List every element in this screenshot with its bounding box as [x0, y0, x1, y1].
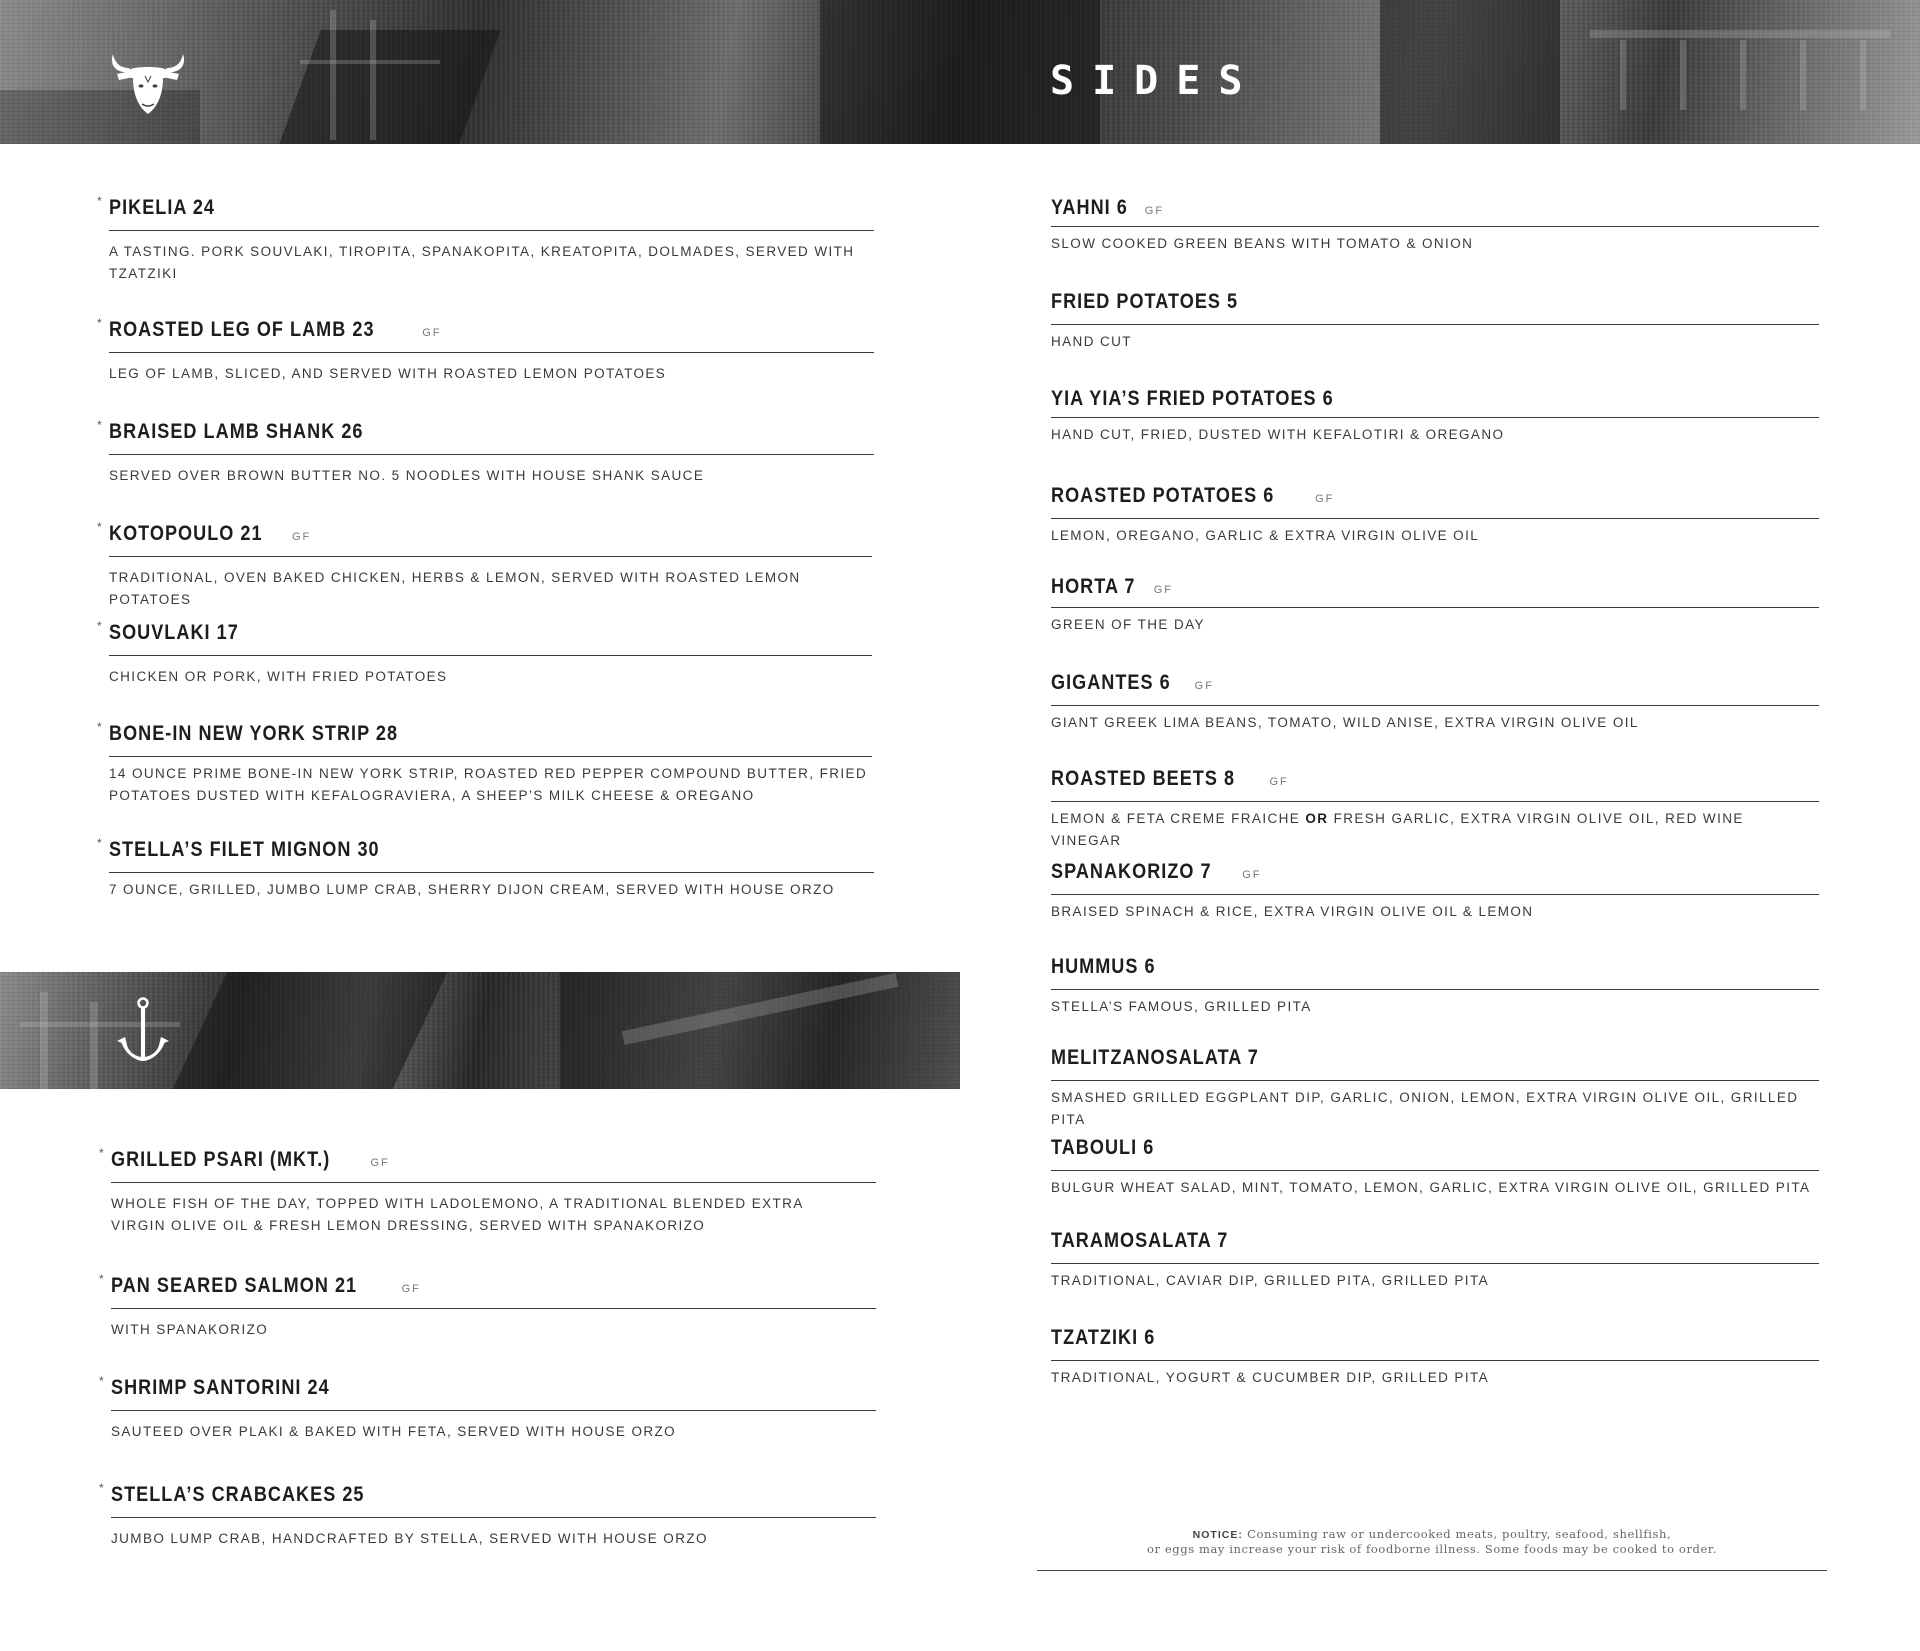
menu-item: * KOTOPOULO 21 GF TRADITIONAL, OVEN BAKED CHICKEN, HERBS & LEMON, SERVED WITH ROASTED LEMON POTATOES [109, 522, 872, 611]
item-name: SOUVLAKI 17 [109, 621, 239, 644]
item-description: GIANT GREEK LIMA BEANS, TOMATO, WILD ANISE, EXTRA VIRGIN OLIVE OIL [1051, 715, 1639, 730]
gluten-free-tag: GF [1269, 776, 1289, 788]
side-item [1051, 387, 1819, 446]
item-name: ROASTED BEETS 8 [1051, 767, 1236, 790]
menu-item: * PIKELIA 24 A TASTING. PORK SOUVLAKI, TIROPITA, SPANAKOPITA, KREATOPITA, DOLMADES, SERVED WITH TZATZIKI [109, 196, 874, 285]
menu-item: * ROASTED LEG OF LAMB 23 GF LEG OF LAMB, SLICED, AND SERVED WITH ROASTED LEMON POTATOES [109, 318, 874, 385]
side-item [1051, 196, 1819, 255]
item-name: YAHNI 6 [1051, 196, 1128, 219]
side-item [1051, 484, 1819, 547]
item-description: SLOW COOKED GREEN BEANS WITH TOMATO & ONION [1051, 236, 1474, 251]
item-description: WHOLE FISH OF THE DAY, TOPPED WITH LADOLEMONO, A TRADITIONAL BLENDED EXTRA VIRGIN OLIVE OIL & FRESH LEMON DRESSING, SERVED WITH SPANAKORIZO [111, 1196, 803, 1233]
gluten-free-tag: GF [422, 327, 442, 339]
item-name: GIGANTES 6 [1051, 671, 1171, 694]
menu-item: * BONE-IN NEW YORK STRIP 28 14 OUNCE PRIME BONE-IN NEW YORK STRIP, ROASTED RED PEPPER COMPOUND BUTTER, FRIED POTATOES DUSTED WITH KEFALOGRAVIERA, A SHEEP’S MILK CHEESE & OREGANO [109, 722, 872, 807]
item-description: SAUTEED OVER PLAKI & BAKED WITH FETA, SERVED WITH HOUSE ORZO [111, 1424, 677, 1439]
item-name: BONE-IN NEW YORK STRIP 28 [109, 722, 399, 745]
item-name: SPANAKORIZO 7 [1051, 860, 1212, 883]
item-description: BULGUR WHEAT SALAD, MINT, TOMATO, LEMON, GARLIC, EXTRA VIRGIN OLIVE OIL, GRILLED PITA [1051, 1180, 1811, 1195]
header-photo-banner [0, 0, 1920, 144]
gluten-free-tag: GF [1242, 869, 1262, 881]
item-description: TRADITIONAL, YOGURT & CUCUMBER DIP, GRILLED PITA [1051, 1370, 1490, 1385]
menu-item: * BRAISED LAMB SHANK 26 SERVED OVER BROWN BUTTER NO. 5 NOODLES WITH HOUSE SHANK SAUCE [109, 420, 874, 487]
item-description: STELLA’S FAMOUS, GRILLED PITA [1051, 999, 1312, 1014]
seafood-photo-banner [0, 972, 960, 1089]
gluten-free-tag: GF [1144, 205, 1165, 217]
item-description: LEG OF LAMB, SLICED, AND SERVED WITH ROASTED LEMON POTATOES [109, 366, 667, 381]
item-description: LEMON, OREGANO, GARLIC & EXTRA VIRGIN OLIVE OIL [1051, 528, 1480, 543]
side-item [1051, 955, 1819, 1018]
item-description: BRAISED SPINACH & RICE, EXTRA VIRGIN OLIVE OIL & LEMON [1051, 904, 1534, 919]
menu-item: * PAN SEARED SALMON 21 GF WITH SPANAKORIZO [111, 1274, 876, 1341]
gluten-free-tag: GF [1194, 680, 1214, 692]
item-description: HAND CUT [1051, 334, 1132, 349]
item-name: HUMMUS 6 [1051, 955, 1156, 978]
side-item [1051, 671, 1819, 734]
item-name: BRAISED LAMB SHANK 26 [109, 420, 364, 443]
side-item [1051, 1229, 1819, 1292]
item-description: A TASTING. PORK SOUVLAKI, TIROPITA, SPANAKOPITA, KREATOPITA, DOLMADES, SERVED WITH TZATZIKI [109, 244, 855, 281]
menu-item: * GRILLED PSARI (MKT.) GF WHOLE FISH OF THE DAY, TOPPED WITH LADOLEMONO, A TRADITIONAL BLENDED EXTRA VIRGIN OLIVE OIL & FRESH LEMON DRESSING, SERVED WITH SPANAKORIZO [111, 1148, 876, 1237]
item-description: 14 OUNCE PRIME BONE-IN NEW YORK STRIP, ROASTED RED PEPPER COMPOUND BUTTER, FRIED POTATOES DUSTED WITH KEFALOGRAVIERA, A SHEEP’S MILK CHEESE & OREGANO [109, 766, 868, 803]
notice-line-1: Consuming raw or undercooked meats, poultry, seafood, shellfish, [1247, 1527, 1672, 1541]
item-name: TABOULI 6 [1051, 1136, 1155, 1159]
side-item [1051, 1136, 1819, 1199]
gluten-free-tag: GF [370, 1157, 390, 1169]
item-description: SMASHED GRILLED EGGPLANT DIP, GARLIC, ONION, LEMON, EXTRA VIRGIN OLIVE OIL, GRILLED PITA [1051, 1090, 1799, 1127]
item-description: TRADITIONAL, OVEN BAKED CHICKEN, HERBS & LEMON, SERVED WITH ROASTED LEMON POTATOES [109, 570, 801, 607]
item-name: TARAMOSALATA 7 [1051, 1229, 1229, 1252]
side-item [1051, 575, 1819, 636]
item-name: SHRIMP SANTORINI 24 [111, 1376, 330, 1399]
item-description: CHICKEN OR PORK, WITH FRIED POTATOES [109, 669, 448, 684]
side-item [1051, 1326, 1819, 1389]
item-description: HAND CUT, FRIED, DUSTED WITH KEFALOTIRI & OREGANO [1051, 427, 1505, 442]
item-name: STELLA’S FILET MIGNON 30 [109, 838, 380, 861]
item-description: 7 OUNCE, GRILLED, JUMBO LUMP CRAB, SHERRY DIJON CREAM, SERVED WITH HOUSE ORZO [109, 882, 835, 897]
item-name: KOTOPOULO 21 [109, 522, 263, 545]
item-description: WITH SPANAKORIZO [111, 1322, 269, 1337]
anchor-icon [115, 997, 175, 1067]
notice-line-2: or eggs may increase your risk of foodborne illness. Some foods may be cooked to order. [1147, 1542, 1717, 1556]
gluten-free-tag: GF [1153, 584, 1173, 596]
side-item [1051, 290, 1819, 353]
menu-item: * SHRIMP SANTORINI 24 SAUTEED OVER PLAKI & BAKED WITH FETA, SERVED WITH HOUSE ORZO [111, 1376, 876, 1443]
sides-heading: SIDES [1050, 58, 1261, 104]
notice-divider [1037, 1570, 1827, 1571]
menu-item: * SOUVLAKI 17 CHICKEN OR PORK, WITH FRIED POTATOES [109, 621, 872, 688]
item-description: SERVED OVER BROWN BUTTER NO. 5 NOODLES WITH HOUSE SHANK SAUCE [109, 468, 705, 483]
gluten-free-tag: GF [292, 531, 312, 543]
item-description: JUMBO LUMP CRAB, HANDCRAFTED BY STELLA, SERVED WITH HOUSE ORZO [111, 1531, 708, 1546]
notice-keyword: NOTICE: [1192, 1529, 1243, 1541]
menu-item: * STELLA’S CRABCAKES 25 JUMBO LUMP CRAB, HANDCRAFTED BY STELLA, SERVED WITH HOUSE ORZO [111, 1483, 876, 1550]
item-name: MELITZANOSALATA 7 [1051, 1046, 1259, 1069]
item-name: GRILLED PSARI (MKT.) [111, 1148, 331, 1171]
item-description: TRADITIONAL, CAVIAR DIP, GRILLED PITA, GRILLED PITA [1051, 1273, 1489, 1288]
item-name: YIA YIA’S FRIED POTATOES 6 [1051, 387, 1334, 410]
gluten-free-tag: GF [401, 1283, 421, 1295]
item-name: TZATZIKI 6 [1051, 1326, 1156, 1349]
item-name: ROASTED POTATOES 6 [1051, 484, 1275, 507]
side-item [1051, 1046, 1819, 1131]
bull-head-icon [105, 48, 191, 118]
item-description: GREEN OF THE DAY [1051, 617, 1205, 632]
item-name: PAN SEARED SALMON 21 [111, 1274, 358, 1297]
side-item [1051, 767, 1819, 852]
item-name: STELLA’S CRABCAKES 25 [111, 1483, 365, 1506]
item-name: FRIED POTATOES 5 [1051, 290, 1239, 313]
menu-item: * STELLA’S FILET MIGNON 30 7 OUNCE, GRILLED, JUMBO LUMP CRAB, SHERRY DIJON CREAM, SERVED WITH HOUSE ORZO [109, 838, 874, 901]
item-name: PIKELIA 24 [109, 196, 216, 219]
item-name: ROASTED LEG OF LAMB 23 [109, 318, 375, 341]
gluten-free-tag: GF [1315, 493, 1335, 505]
food-safety-notice [1037, 1527, 1827, 1556]
side-item [1051, 860, 1819, 923]
item-name: HORTA 7 [1051, 575, 1136, 598]
item-description: LEMON & FETA CREME FRAICHE OR FRESH GARLIC, EXTRA VIRGIN OLIVE OIL, RED WINE VINEGAR [1051, 811, 1744, 848]
